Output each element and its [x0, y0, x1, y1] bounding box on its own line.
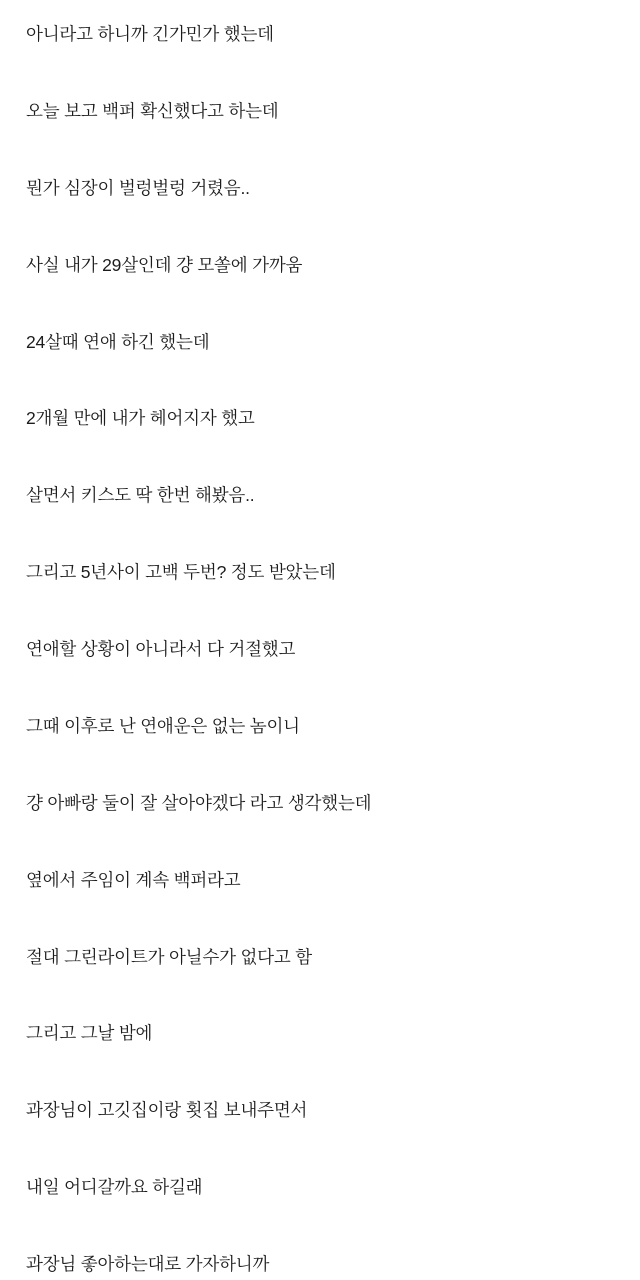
text-line: 사실 내가 29살인데 걍 모쏠에 가까움 [26, 254, 303, 275]
text-line: 옆에서 주임이 계속 백퍼라고 [26, 869, 241, 890]
text-line: 오늘 보고 백퍼 확신했다고 하는데 [26, 100, 279, 121]
text-line: 연애할 상황이 아니라서 다 거절했고 [26, 639, 296, 659]
text-line: 그때 이후로 난 연애운은 없는 놈이니 [26, 715, 300, 736]
text-line: 과장님 좋아하는대로 가자하니까 [26, 1254, 270, 1274]
story-text-block [26, 24, 614, 1276]
text-line: 내일 어디갈까요 하길래 [26, 1177, 203, 1198]
text-line: 과장님이 고깃집이랑 횟집 보내주면서 [26, 1100, 308, 1121]
text-line: 살면서 키스도 딱 한번 해봤음.. [26, 485, 255, 506]
text-line: 그리고 5년사이 고백 두번? 정도 받았는데 [26, 562, 336, 583]
text-line: 뭔가 심장이 벌렁벌렁 거렸음.. [26, 177, 250, 198]
text-line: 걍 아빠랑 둘이 잘 살아야겠다 라고 생각했는데 [26, 792, 372, 813]
text-line: 그리고 그날 밤에 [26, 1023, 153, 1044]
text-line: 절대 그린라이트가 아닐수가 없다고 함 [26, 946, 312, 967]
text-line: 아니라고 하니까 긴가민가 했는데 [26, 24, 274, 44]
text-line: 24살때 연애 하긴 했는데 [26, 331, 210, 352]
text-line: 2개월 만에 내가 헤어지자 했고 [26, 408, 255, 429]
